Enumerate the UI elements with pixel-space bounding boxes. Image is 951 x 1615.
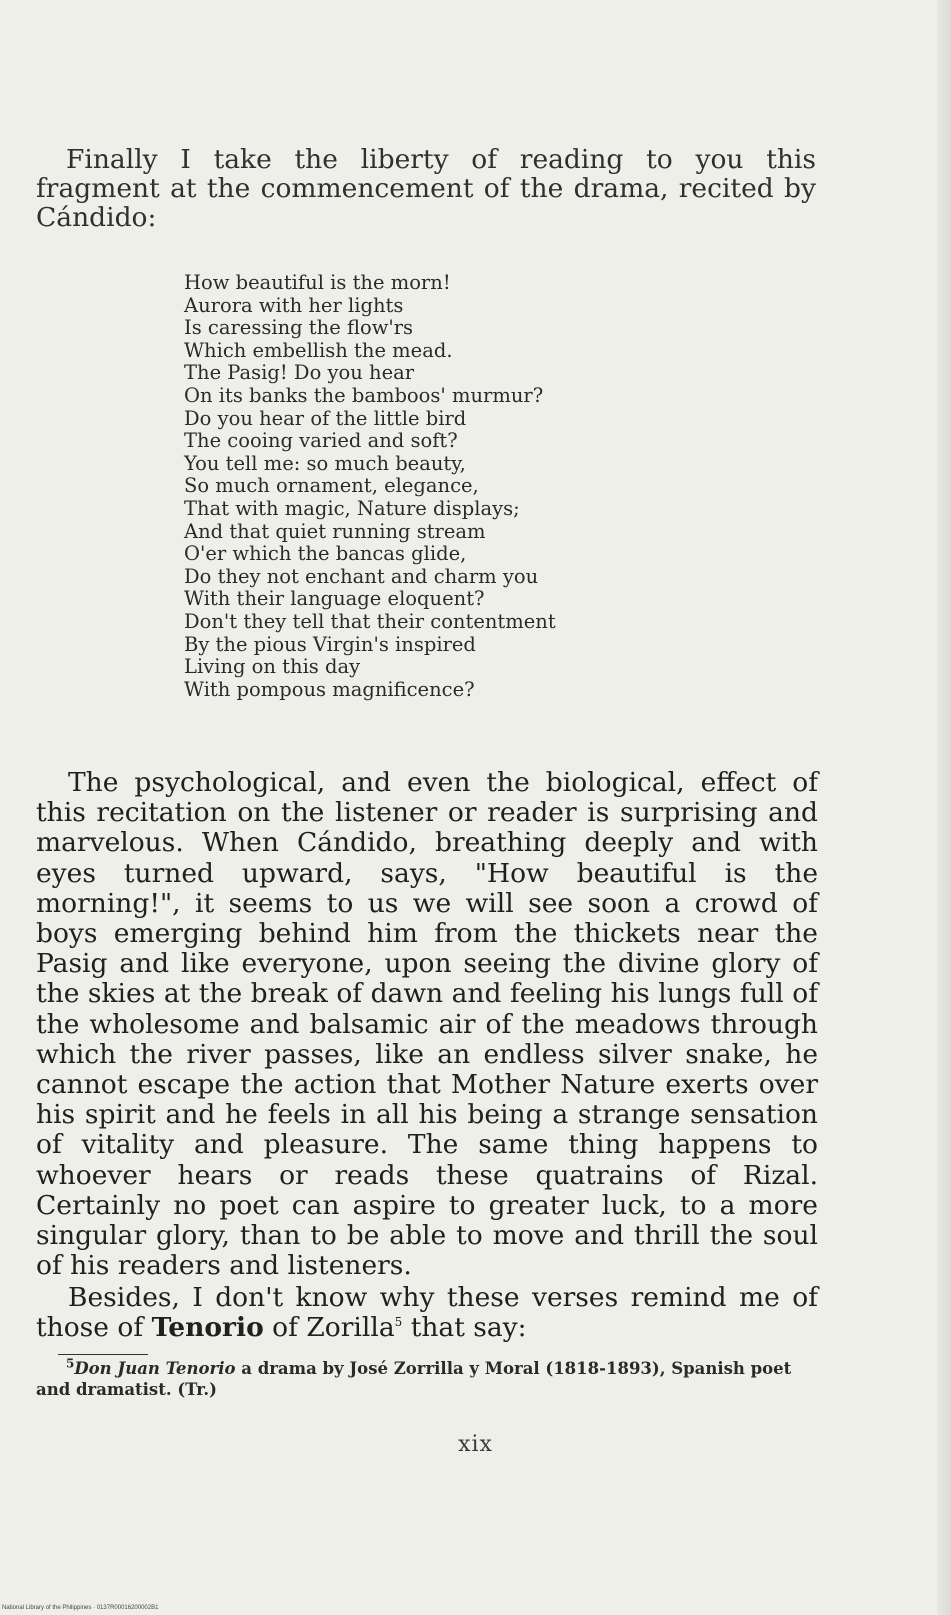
poem-line: Is caressing the flow'rs — [184, 316, 414, 340]
poem-line: How beautiful is the morn! — [184, 271, 451, 294]
body-paragraph-2 — [36, 1283, 818, 1343]
poem-line: That with magic, Nature displays; — [184, 496, 520, 520]
poem-line: Aurora with her lights — [184, 293, 404, 317]
intro-paragraph: Finally I take the liberty of reading to you this fragment at the commencement of the drama, recited by Cándido: — [36, 144, 816, 233]
poem-line: Which embellish the mead. — [184, 338, 453, 362]
poem-line: You tell me: so much beauty, — [184, 451, 466, 475]
poem-line: By the pious Virgin's inspired — [184, 632, 476, 656]
poem-line: So much ornament, elegance, — [184, 474, 479, 498]
poem-line: The cooing varied and soft? — [184, 429, 458, 453]
poem-line: Do you hear of the little bird — [184, 406, 467, 430]
poem-line: With their language eloquent? — [184, 587, 485, 611]
page-number: xix — [458, 1432, 493, 1457]
footnote — [36, 1358, 816, 1400]
footnote-marker: 5 — [66, 1356, 75, 1371]
tenorio-title: Tenorio — [151, 1312, 264, 1344]
poem-line: Don't they tell that their contentment — [184, 609, 556, 633]
para2-before: Besides, I don't know why these verses remind me of those of — [36, 1282, 818, 1344]
body-paragraph-1: The psychological, and even the biological, effect of this recitation on the listener or reader is surprising and marvelous. When Cándido, breathing deeply and with eyes turned upward, says, "How beautiful is the morning!", it seems to us we will see soon a crowd of boys emerging behind him from the thickets near the Pasig and like everyone, upon seeing the divine glory of the skies at the break of dawn and feeling his lungs full of the wholesome and balsamic air of the meadows through which the river passes, like an endless silver snake, he cannot escape the action that Mother Nature exerts over his spirit and he feels in all his being a strange sensation of vitality and pleasure. The same thing happens to whoever hears or reads these quatrains of Rizal. Certainly no poet can aspire to greater luck, to a more singular glory, than to be able to move and thrill the soul of his readers and listeners. — [36, 767, 818, 1282]
poem-line: O'er which the bancas glide, — [184, 542, 467, 566]
poem-line: With pompous magnificence? — [184, 677, 475, 701]
scan-edge — [937, 0, 951, 1615]
poem-line: And that quiet running stream — [184, 519, 486, 543]
poem-line: Do they not enchant and charm you — [184, 564, 539, 588]
para2-after: that say: — [402, 1312, 527, 1344]
footnote-text: a drama by José Zorrilla y Moral (1818-1893), Spanish poet and dramatist. (Tr.) — [36, 1359, 792, 1399]
scan-credit: National Library of the Philippines · 0137R00016200002B1 — [2, 1605, 159, 1611]
poem-line: Living on this day — [184, 655, 361, 679]
poem-block — [184, 272, 556, 701]
para2-middle: of Zorilla — [263, 1312, 395, 1344]
poem-line: The Pasig! Do you hear — [184, 361, 415, 385]
poem-line: On its banks the bamboos' murmur? — [184, 383, 544, 407]
footnote-ref: 5 — [394, 1315, 403, 1330]
footnote-rule — [58, 1354, 148, 1355]
footnote-title: Don Juan Tenorio — [74, 1359, 236, 1378]
